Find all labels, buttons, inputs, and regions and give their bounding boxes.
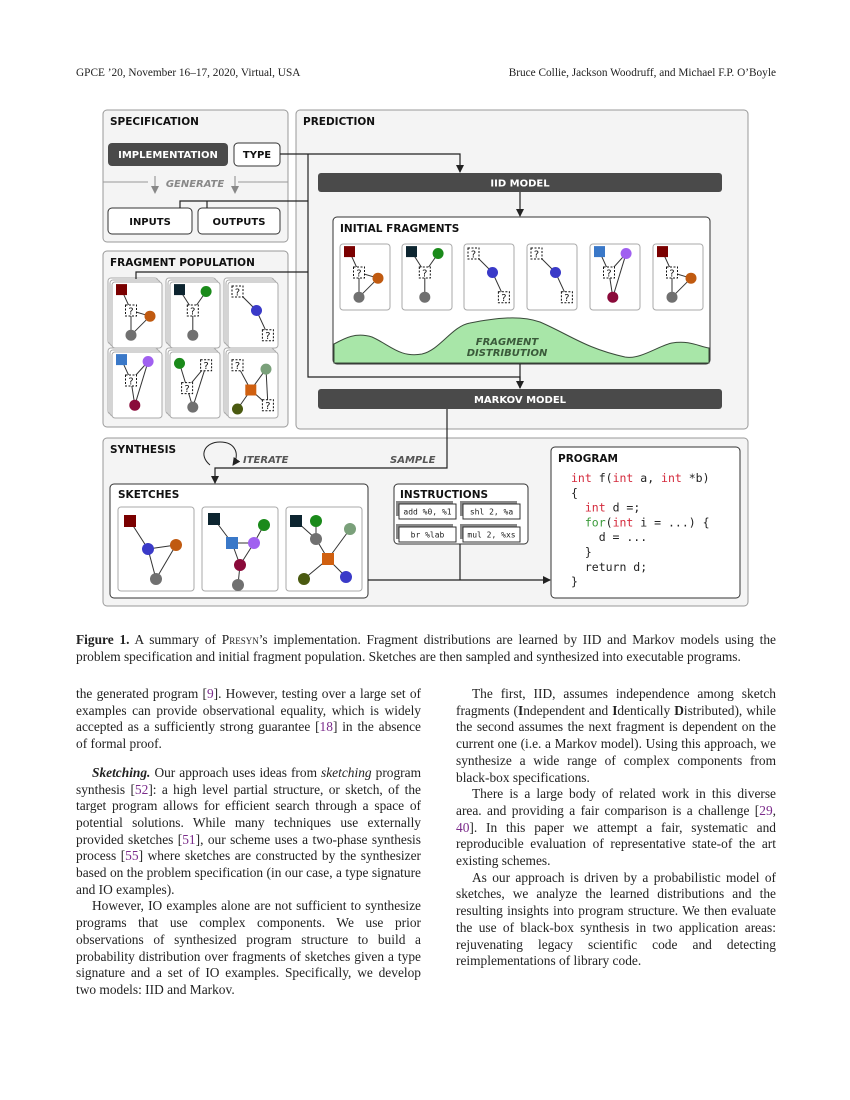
graph-node-circle <box>373 273 384 284</box>
graph-node-circle <box>234 559 246 571</box>
paragraph <box>456 786 776 870</box>
citation-link[interactable]: 29 <box>759 802 773 818</box>
population-fragment-stack <box>108 348 162 418</box>
paragraph <box>76 765 421 899</box>
code-line <box>571 486 578 500</box>
unknown-node-glyph: ? <box>470 249 477 261</box>
iterate-label: ITERATE <box>243 455 289 466</box>
sketches-title: SKETCHES <box>118 489 180 501</box>
unknown-node-glyph: ? <box>184 383 190 395</box>
figure-caption <box>76 631 776 665</box>
unknown-node-glyph: ? <box>356 268 362 280</box>
instruction-chip <box>396 501 456 519</box>
prediction-title: PREDICTION <box>303 116 376 128</box>
graph-node-circle <box>170 539 182 551</box>
instruction-text: mul 2, %xs <box>467 530 516 540</box>
code-token: d = ... <box>571 530 648 545</box>
graph-node-circle <box>433 248 444 259</box>
code-line <box>571 515 710 529</box>
unknown-node-glyph: ? <box>234 361 241 373</box>
text: ]: a high level partial structure, or sketch, of the target program allows for efficient search through a space of potential solutions. While many techniques use externally provided sketches [ <box>76 781 421 847</box>
graph-node-circle <box>298 573 310 585</box>
graph-node-square <box>116 284 127 295</box>
population-fragment-stack <box>224 278 278 348</box>
graph-node-circle <box>340 571 352 583</box>
graph-node-circle <box>487 267 498 278</box>
paragraph <box>76 686 421 753</box>
graph-node-square <box>174 284 185 295</box>
caption-text: ’s implementation. Fragment distributions are learned by IID and Markov models using the problem specification and initial fragment population. Sketches are then sampled and synthesized into executable programs. <box>76 632 776 664</box>
outputs-label: OUTPUTS <box>212 217 266 228</box>
paragraph: However, IO examples alone are not sufficient to synthesize programs that use complex components. We use prior observations of synthesized program structure to build a probability distribution over fragments of sketches given a type signature and a set of IO examples. Specifically, we develop two models: IID and Markov. <box>76 898 421 997</box>
code-keyword: int <box>612 515 634 530</box>
code-token: } <box>571 574 578 589</box>
text: ] in the absence of formal proof. <box>76 719 421 752</box>
text: ]. In this paper we attempt a fair, systematic and reproducible evaluation of representative state-of the art existing schemes. <box>456 819 776 869</box>
graph-node-circle <box>686 273 697 284</box>
unknown-node-glyph: ? <box>128 306 134 318</box>
text: dentically <box>617 702 675 718</box>
code-line <box>571 560 647 574</box>
instruction-chip <box>396 524 456 542</box>
fragment-population-title: FRAGMENT POPULATION <box>110 257 255 269</box>
code-token: i = ...) { <box>633 515 710 530</box>
citation-link[interactable]: 18 <box>319 719 333 735</box>
code-token: f( <box>591 471 613 485</box>
markov-model-label: MARKOV MODEL <box>473 395 567 406</box>
initial-fragment-card <box>653 244 703 310</box>
graph-node-square <box>245 385 256 396</box>
text: , <box>772 802 776 818</box>
graph-node-circle <box>129 400 140 411</box>
left-column <box>76 686 421 999</box>
right-column <box>456 686 776 970</box>
code-keyword: int <box>571 471 592 485</box>
graph-node-circle <box>174 358 185 369</box>
citation-link[interactable]: 40 <box>456 819 470 835</box>
unknown-node-glyph: ? <box>190 306 196 318</box>
graph-node-circle <box>232 404 243 415</box>
code-line <box>571 545 592 559</box>
graph-node-circle <box>232 579 244 591</box>
graph-node-circle <box>310 515 322 527</box>
instruction-text: add %0, %1 <box>403 507 452 517</box>
specification-title: SPECIFICATION <box>110 116 199 128</box>
population-fragment-stack <box>224 348 278 418</box>
graph-node-square <box>406 246 417 257</box>
running-header-left: GPCE ’20, November 16–17, 2020, Virtual, USA <box>76 67 301 79</box>
graph-node-square <box>657 246 668 257</box>
text: I <box>612 702 618 718</box>
unknown-node-glyph: ? <box>128 376 134 388</box>
code-control-keyword: for <box>584 515 606 530</box>
text: The first, IID, assumes independence among sketch fragments ( <box>456 686 776 718</box>
unknown-node-glyph: ? <box>669 268 675 280</box>
code-token: return d; <box>571 559 648 574</box>
graph-node-circle <box>142 543 154 555</box>
graph-node-square <box>322 553 334 565</box>
prediction-panel <box>296 110 748 429</box>
text: I <box>517 702 524 718</box>
initial-fragment-card <box>464 244 514 310</box>
graph-node-square <box>290 515 302 527</box>
sketch-card <box>118 507 194 591</box>
code-keyword: int <box>584 500 606 515</box>
graph-node-circle <box>607 292 618 303</box>
graph-node-circle <box>550 267 561 278</box>
graph-node-circle <box>187 402 198 413</box>
code-line <box>571 501 640 515</box>
sample-label: SAMPLE <box>390 455 436 466</box>
unknown-node-glyph: ? <box>533 249 540 261</box>
specification-panel <box>103 110 288 242</box>
implementation-label: IMPLEMENTATION <box>118 150 218 161</box>
graph-node-circle <box>354 292 365 303</box>
population-fragment-stack <box>166 348 220 418</box>
instruction-text: shl 2, %a <box>469 507 514 517</box>
citation-link[interactable]: 52 <box>134 781 149 797</box>
graph-node-square <box>344 246 355 257</box>
fragment-population-panel <box>103 251 288 427</box>
graph-node-square <box>116 354 127 365</box>
type-label: TYPE <box>242 150 272 161</box>
instruction-text: br %lab <box>410 530 445 540</box>
text: istributed), while the second assumes the next fragment is dependent on the current one (i.e. a Markov model). Using this approach, we synthesize a wide range of complex components from black-box specifications. <box>456 702 776 785</box>
running-header-right: Bruce Collie, Jackson Woodruff, and Michael F.P. O’Boyle <box>508 67 776 79</box>
caption-system-name: Presyn <box>221 632 259 647</box>
initial-fragment-card <box>527 244 577 310</box>
text: ], our scheme uses a two-phase synthesis process [ <box>76 831 421 864</box>
code-line <box>571 471 710 485</box>
text: D <box>674 702 684 718</box>
code-token: ( <box>605 515 613 530</box>
graph-node-square <box>208 513 220 525</box>
initial-fragment-card <box>340 244 390 310</box>
code-line <box>571 575 578 589</box>
code-token: { <box>571 485 578 500</box>
code-token: } <box>571 545 592 559</box>
unknown-node-glyph: ? <box>606 268 612 280</box>
graph-node-circle <box>419 292 430 303</box>
graph-node-square <box>226 537 238 549</box>
code-line <box>571 530 647 544</box>
inputs-label: INPUTS <box>129 217 171 228</box>
code-keyword: int <box>661 471 682 485</box>
instruction-chip <box>460 524 520 542</box>
text: ]. However, testing over a large set of examples can provide observational equality, which is widely accepted as a sufficiently strong guarantee [ <box>76 686 421 735</box>
graph-node-circle <box>248 537 260 549</box>
unknown-node-glyph: ? <box>265 331 271 343</box>
population-fragment-stack <box>166 278 220 348</box>
instructions-title: INSTRUCTIONS <box>400 489 489 501</box>
text: the generated program [ <box>76 686 207 701</box>
unknown-node-glyph: ? <box>265 401 271 413</box>
code-token <box>571 515 585 529</box>
initial-fragment-card <box>402 244 452 310</box>
text: sketching <box>321 764 372 780</box>
graph-node-circle <box>150 573 162 585</box>
graph-node-square <box>124 515 136 527</box>
synthesis-title: SYNTHESIS <box>110 444 177 456</box>
text: ndependent and <box>523 702 613 718</box>
initial-fragments-title: INITIAL FRAGMENTS <box>340 223 460 235</box>
unknown-node-glyph: ? <box>564 293 570 305</box>
text: ] where sketches are constructed by the synthesizer based on the problem specification (in our case, a type signature and IO examples). <box>76 848 421 897</box>
generate-label: GENERATE <box>165 179 225 190</box>
program-title: PROGRAM <box>558 453 618 465</box>
graph-node-circle <box>258 519 270 531</box>
code-keyword: int <box>612 471 634 485</box>
unknown-node-glyph: ? <box>203 361 209 373</box>
code-token: d =; <box>605 500 641 515</box>
graph-node-circle <box>621 248 632 259</box>
caption-label: Figure 1. <box>76 632 130 647</box>
instruction-chip <box>460 501 520 519</box>
iid-model-label: IID MODEL <box>490 178 550 190</box>
population-fragment-stack <box>108 278 162 348</box>
paragraph <box>456 686 776 786</box>
graph-node-circle <box>143 356 154 367</box>
initial-fragment-card <box>590 244 640 310</box>
graph-node-circle <box>310 533 322 545</box>
paragraph: As our approach is driven by a probabilistic model of sketches, we analyze the learned distributions and the resulting insights into program structure. We then evaluate the use of black-box synthesis in two application areas: rejuvenating legacy scientific code and detecting reimplementations of library code. <box>456 869 776 969</box>
unknown-node-glyph: ? <box>501 293 507 305</box>
text: There is a large body of related work in this diverse area. and providing a fair comparison is a challenge [ <box>456 786 776 818</box>
code-token: *b) <box>681 471 710 485</box>
graph-node-circle <box>201 286 212 297</box>
graph-node-circle <box>344 523 356 535</box>
text: Our approach uses ideas from <box>150 764 322 780</box>
graph-node-square <box>594 246 605 257</box>
sketch-card <box>286 507 362 591</box>
graph-node-circle <box>126 330 137 341</box>
code-token <box>571 501 585 515</box>
graph-node-circle <box>187 330 198 341</box>
graph-node-circle <box>145 311 156 322</box>
unknown-node-glyph: ? <box>422 268 428 280</box>
code-token: a, <box>633 471 662 485</box>
unknown-node-glyph: ? <box>234 287 241 299</box>
graph-node-circle <box>261 364 272 375</box>
citation-link[interactable]: 55 <box>125 848 139 864</box>
section-heading: Sketching. <box>92 764 151 780</box>
synthesis-panel <box>103 438 748 606</box>
citation-link[interactable]: 51 <box>182 831 196 847</box>
graph-node-circle <box>667 292 678 303</box>
graph-node-circle <box>251 305 262 316</box>
citation-link[interactable]: 9 <box>206 686 214 701</box>
sketch-card <box>202 507 278 591</box>
caption-text: A summary of <box>129 632 222 647</box>
distribution-label-line2: DISTRIBUTION <box>466 348 548 359</box>
distribution-label-line1: FRAGMENT <box>475 337 539 348</box>
text: program synthesis [ <box>76 764 421 797</box>
